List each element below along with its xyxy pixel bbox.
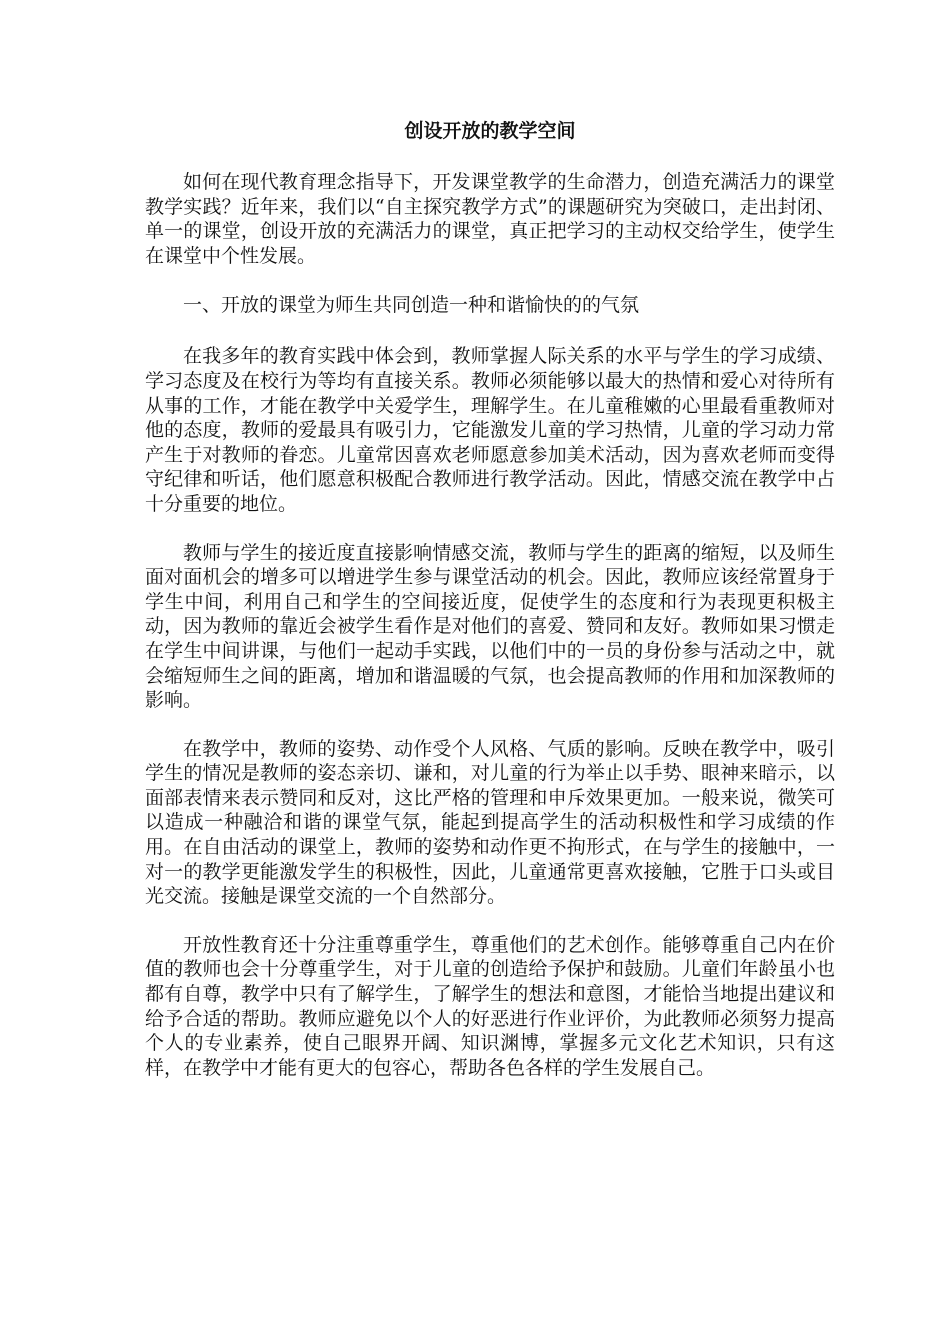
body-paragraph-3: 在教学中，教师的姿势、动作受个人风格、气质的影响。反映在教学中，吸引学生的情况是教师的姿态亲切、谦和，对儿童的行为举止以手势、眼神来暗示，以面部表情来表示赞同和反对，这比严格的管理和申斥效果更加。一般来说，微笑可以造成一种融洽和谐的课堂气氛，能起到提高学生的活动积极性和学习成绩的作用。在自由活动的课堂上，教师的姿势和动作更不拘形式，在与学生的接触中，一对一的教学更能激发学生的积极性，因此，儿童通常更喜欢接触，它胜于口头或目光交流。接触是课堂交流的一个自然部分。 [145, 737, 835, 908]
body-paragraph-2: 教师与学生的接近度直接影响情感交流，教师与学生的距离的缩短，以及师生面对面机会的增多可以增进学生参与课堂活动的机会。因此，教师应该经常置身于学生中间，利用自己和学生的空间接近度，促使学生的态度和行为表现更积极主动，因为教师的靠近会被学生看作是对他们的喜爱、赞同和友好。教师如果习惯走在学生中间讲课，与他们一起动手实践，以他们中的一员的身份参与活动之中，就会缩短师生之间的距离，增加和谐温暖的气氛，也会提高教师的作用和加深教师的影响。 [145, 541, 835, 712]
body-paragraph-4: 开放性教育还十分注重尊重学生，尊重他们的艺术创作。能够尊重自己内在价值的教师也会十分尊重学生，对于儿童的创造给予保护和鼓励。儿童们年龄虽小也都有自尊，教学中只有了解学生，了解学生的想法和意图，才能恰当地提出建议和给予合适的帮助。教师应避免以个人的好恶进行作业评价，为此教师必须努力提高个人的专业素养，使自己眼界开阔、知识渊博，掌握多元文化艺术知识，只有这样，在教学中才能有更大的包容心，帮助各色各样的学生发展自己。 [145, 933, 835, 1079]
section-heading: 一、开放的课堂为师生共同创造一种和谐愉快的的气氛 [183, 294, 640, 317]
intro-paragraph: 如何在现代教育理念指导下，开发课堂教学的生命潜力，创造充满活力的课堂教学实践？近年来，我们以“自主探究教学方式”的课题研究为突破口，走出封闭、单一的课堂，创设开放的充满活力的课堂，真正把学习的主动权交给学生，使学生在课堂中个性发展。 [145, 171, 835, 267]
document-page [145, 118, 835, 1104]
body-paragraph-1: 在我多年的教育实践中体会到，教师掌握人际关系的水平与学生的学习成绩、学习态度及在校行为等均有直接关系。教师必须能够以最大的热情和爱心对待所有从事的工作，才能在教学中关爱学生，理解学生。在儿童稚嫩的心里最看重教师对他的态度，教师的爱最具有吸引力，它能激发儿童的学习热情，儿童的学习动力常产生于对教师的眷恋。儿童常因喜欢老师愿意参加美术活动，因为喜欢老师而变得守纪律和听话，他们愿意积极配合教师进行教学活动。因此，情感交流在教学中占十分重要的地位。 [145, 345, 835, 515]
document-title: 创设开放的教学空间 [404, 120, 576, 142]
